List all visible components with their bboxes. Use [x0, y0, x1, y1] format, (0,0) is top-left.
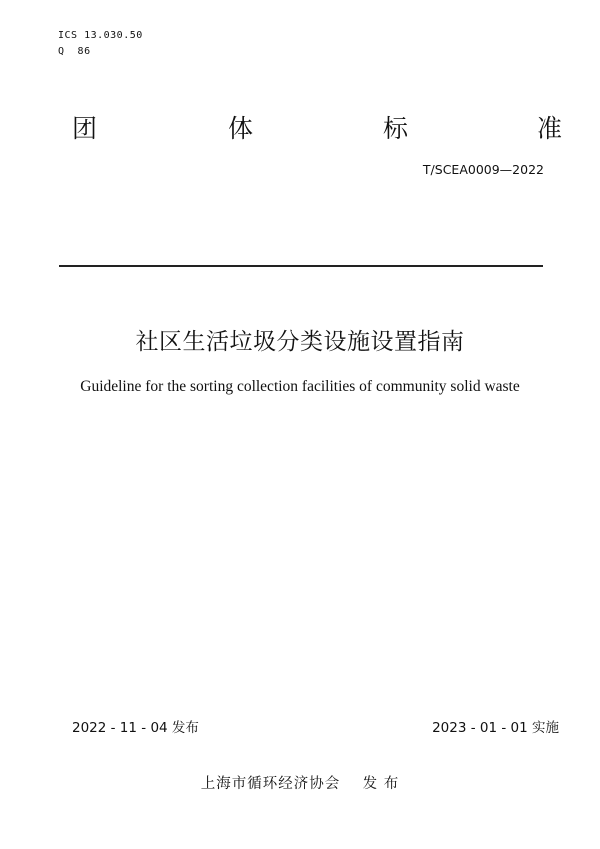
document-title-english: Guideline for the sorting collection facilities of community solid waste — [80, 378, 520, 395]
ics-code: ICS 13.030.50 — [58, 30, 143, 41]
standard-type-char-2: 体 — [228, 114, 254, 143]
implementation-date: 2023 - 01 - 01 实施 — [432, 720, 559, 736]
header-divider — [59, 265, 543, 267]
standard-type-char-1: 团 — [72, 114, 98, 143]
standard-number: T/SCEA0009—2022 — [422, 162, 544, 177]
publisher: 上海市循环经济协会 发 布 — [200, 776, 400, 792]
issue-date: 2022 - 11 - 04 发布 — [72, 720, 199, 736]
ccs-code: Q 86 — [58, 46, 91, 57]
standard-type-char-3: 标 — [383, 114, 409, 143]
standard-type-char-4: 准 — [537, 114, 563, 143]
document-title-chinese: 社区生活垃圾分类设施设置指南 — [135, 329, 465, 355]
